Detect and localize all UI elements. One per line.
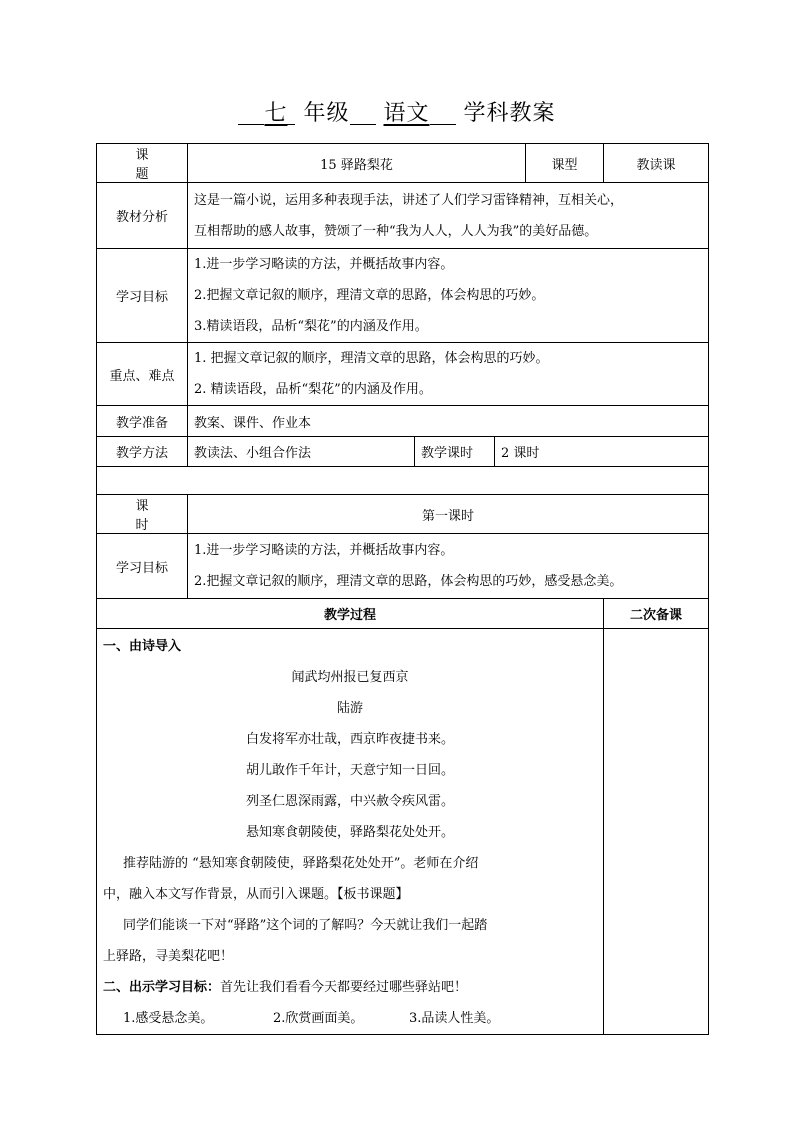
objective-item: 3.品读人性美。	[409, 1011, 500, 1026]
prep-label: 教学准备	[97, 406, 188, 437]
method: 教读法、小组合作法	[188, 437, 415, 467]
second-prep-header: 二次备课	[604, 599, 709, 629]
goals	[188, 249, 709, 343]
section2	[103, 972, 597, 1003]
poem-line: 列圣仁恩深雨露，中兴赦令疾风雷。	[245, 794, 454, 809]
analysis-line: 这是一篇小说，运用多种表现手法，讲述了人们学习雷锋精神，互相关心，	[194, 192, 624, 208]
poem-line: 胡儿敢作千年计，天意宁知一日回。	[245, 763, 454, 778]
lesson-plan-table	[96, 143, 709, 1035]
section1-title: 一、由诗导入	[103, 639, 182, 654]
objective-item: 2.欣赏画面美。	[273, 1011, 364, 1026]
analysis-label: 教材分析	[97, 183, 188, 249]
section2-title: 二、出示学习目标：	[103, 980, 221, 995]
hours-label: 教学课时	[415, 437, 495, 467]
goal-item: 1.进一步学习略读的方法，并概括故事内容。	[194, 257, 454, 272]
period-goals	[188, 534, 709, 599]
goals-label: 学习目标	[97, 249, 188, 343]
lesson-type-label: 课型	[526, 144, 604, 183]
prep: 教案、课件、作业本	[188, 406, 709, 437]
key-points	[188, 343, 709, 406]
topic: 15 驿路梨花	[188, 144, 526, 183]
poem-author: 陆游	[336, 701, 363, 716]
section2-text: 首先让我们看看今天都要经过哪些驿站吧！	[220, 980, 468, 995]
period-goal-item: 1.进一步学习略读的方法，并概括故事内容。	[194, 543, 454, 558]
lesson-type: 教读课	[604, 144, 709, 183]
objective-item: 1.感受悬念美。	[123, 1011, 214, 1026]
period-label: 课 时	[97, 495, 188, 534]
paragraph-line: 同学们能谈一下对“驿路”这个词的了解吗？今天就让我们一起踏	[123, 918, 488, 933]
analysis	[188, 183, 709, 249]
goal-item: 3.精读语段，品析“梨花”的内涵及作用。	[194, 319, 428, 334]
grade: 七	[264, 101, 288, 126]
objectives	[103, 1003, 597, 1034]
doc-type: 学科教案	[463, 101, 556, 126]
key-point-item: 1. 把握文章记叙的顺序，理清文章的思路，体会构思的巧妙。	[194, 351, 549, 366]
period-goals-label: 学习目标	[97, 534, 188, 599]
process-content	[97, 629, 604, 1035]
paragraph-line: 推荐陆游的 “悬知寒食朝陵使，驿路梨花处处开”。老师在介绍	[123, 856, 479, 871]
period-goal-item: 2.把握文章记叙的顺序，理清文章的思路，体会构思的巧妙，感受悬念美。	[194, 574, 623, 589]
key-points-label: 重点、难点	[97, 343, 188, 406]
subject: 语文	[383, 101, 430, 126]
poem-line: 白发将军亦壮哉，西京昨夜捷书来。	[245, 732, 454, 747]
process-header: 教学过程	[97, 599, 604, 629]
blank-row	[97, 467, 709, 495]
second-prep-content	[604, 629, 709, 1035]
analysis-line: 互相帮助的感人故事，赞颂了一种“我为人人，人人为我”的美好品德。	[194, 223, 598, 239]
page-title	[0, 96, 794, 127]
period-value: 第一课时	[188, 495, 709, 534]
paragraph-line: 上驿路，寻美梨花吧！	[103, 949, 234, 964]
topic-label: 课 题	[97, 144, 188, 183]
hours: 2 课时	[495, 437, 709, 467]
paragraph-line: 中，融入本文写作背景，从而引入课题。【板书课题】	[103, 887, 409, 902]
poem-line: 悬知寒食朝陵使，驿路梨花处处开。	[245, 825, 454, 840]
poem-title: 闻武均州报已复西京	[291, 670, 409, 685]
grade-suffix: 年级	[303, 101, 350, 126]
method-label: 教学方法	[97, 437, 188, 467]
key-point-item: 2. 精读语段，品析“梨花”的内涵及作用。	[194, 382, 432, 397]
goal-item: 2.把握文章记叙的顺序，理清文章的思路，体会构思的巧妙。	[194, 288, 545, 303]
